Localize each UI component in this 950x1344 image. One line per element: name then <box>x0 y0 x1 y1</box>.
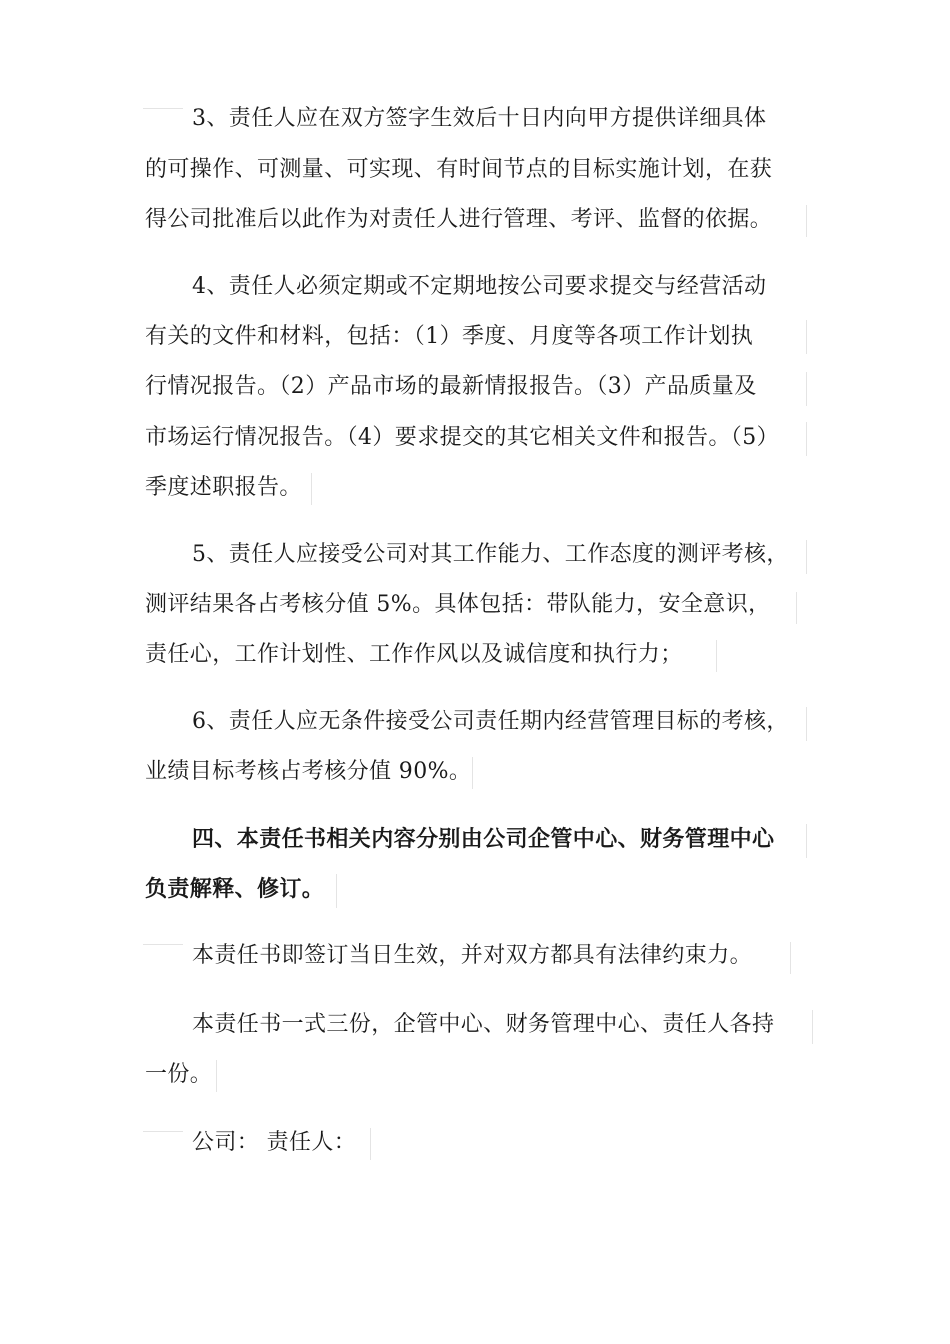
copies-line-2: 一份。 <box>145 1062 213 1087</box>
ruling-line <box>370 1128 371 1160</box>
paragraph-4-line-3: 行情况报告。（2）产品市场的最新情报报告。（3）产品质量及 <box>145 374 757 399</box>
paragraph-3-line-3: 得公司批准后以此作为对责任人进行管理、考评、监督的依据。 <box>145 207 773 232</box>
ruling-line <box>790 942 791 974</box>
ruling-line <box>311 473 312 505</box>
ruling-line <box>806 372 807 406</box>
copies-line-1: 本责任书一式三份，企管中心、财务管理中心、责任人各持 <box>192 1012 775 1037</box>
ruling-line <box>336 874 337 908</box>
ruling-line <box>806 320 807 354</box>
ruling-line <box>806 824 807 858</box>
effective-line-1: 本责任书即签订当日生效，并对双方都具有法律约束力。 <box>192 943 753 968</box>
section-4-line-2: 负责解释、修订。 <box>145 876 325 902</box>
ruling-line <box>143 1131 183 1132</box>
ruling-line <box>806 205 807 237</box>
paragraph-5-line-2: 测评结果各占考核分值 5%。具体包括：带队能力，安全意识， <box>145 592 771 617</box>
ruling-line <box>806 707 807 741</box>
ruling-line <box>806 422 807 456</box>
ruling-line <box>143 944 183 945</box>
paragraph-6-line-2: 业绩目标考核占考核分值 90%。 <box>145 759 472 784</box>
paragraph-4-line-5: 季度述职报告。 <box>145 475 302 500</box>
paragraph-4-line-4: 市场运行情况报告。（4）要求提交的其它相关文件和报告。（5） <box>145 425 779 450</box>
ruling-line <box>806 540 807 574</box>
paragraph-4-line-1: 4、责任人必须定期或不定期地按公司要求提交与经营活动 <box>192 274 767 299</box>
paragraph-3-line-1: 3、责任人应在双方签字生效后十日内向甲方提供详细具体 <box>192 106 767 131</box>
paragraph-5-line-3: 责任心，工作计划性、工作作风以及诚信度和执行力； <box>145 642 683 667</box>
signature-line: 公司： 责任人： <box>192 1130 357 1155</box>
ruling-line <box>216 1060 217 1092</box>
ruling-line <box>812 1010 813 1044</box>
paragraph-4-line-2: 有关的文件和材料，包括：（1）季度、月度等各项工作计划执 <box>145 324 754 349</box>
section-4-line-1: 四、本责任书相关内容分别由公司企管中心、财务管理中心 <box>192 826 775 852</box>
ruling-line <box>716 640 717 672</box>
ruling-line <box>143 108 183 109</box>
ruling-line <box>472 757 473 789</box>
paragraph-5-line-1: 5、责任人应接受公司对其工作能力、工作态度的测评考核， <box>192 542 789 567</box>
paragraph-6-line-1: 6、责任人应无条件接受公司责任期内经营管理目标的考核， <box>192 709 789 734</box>
paragraph-3-line-2: 的可操作、可测量、可实现、有时间节点的目标实施计划，在获 <box>145 157 773 182</box>
ruling-line <box>796 592 797 624</box>
